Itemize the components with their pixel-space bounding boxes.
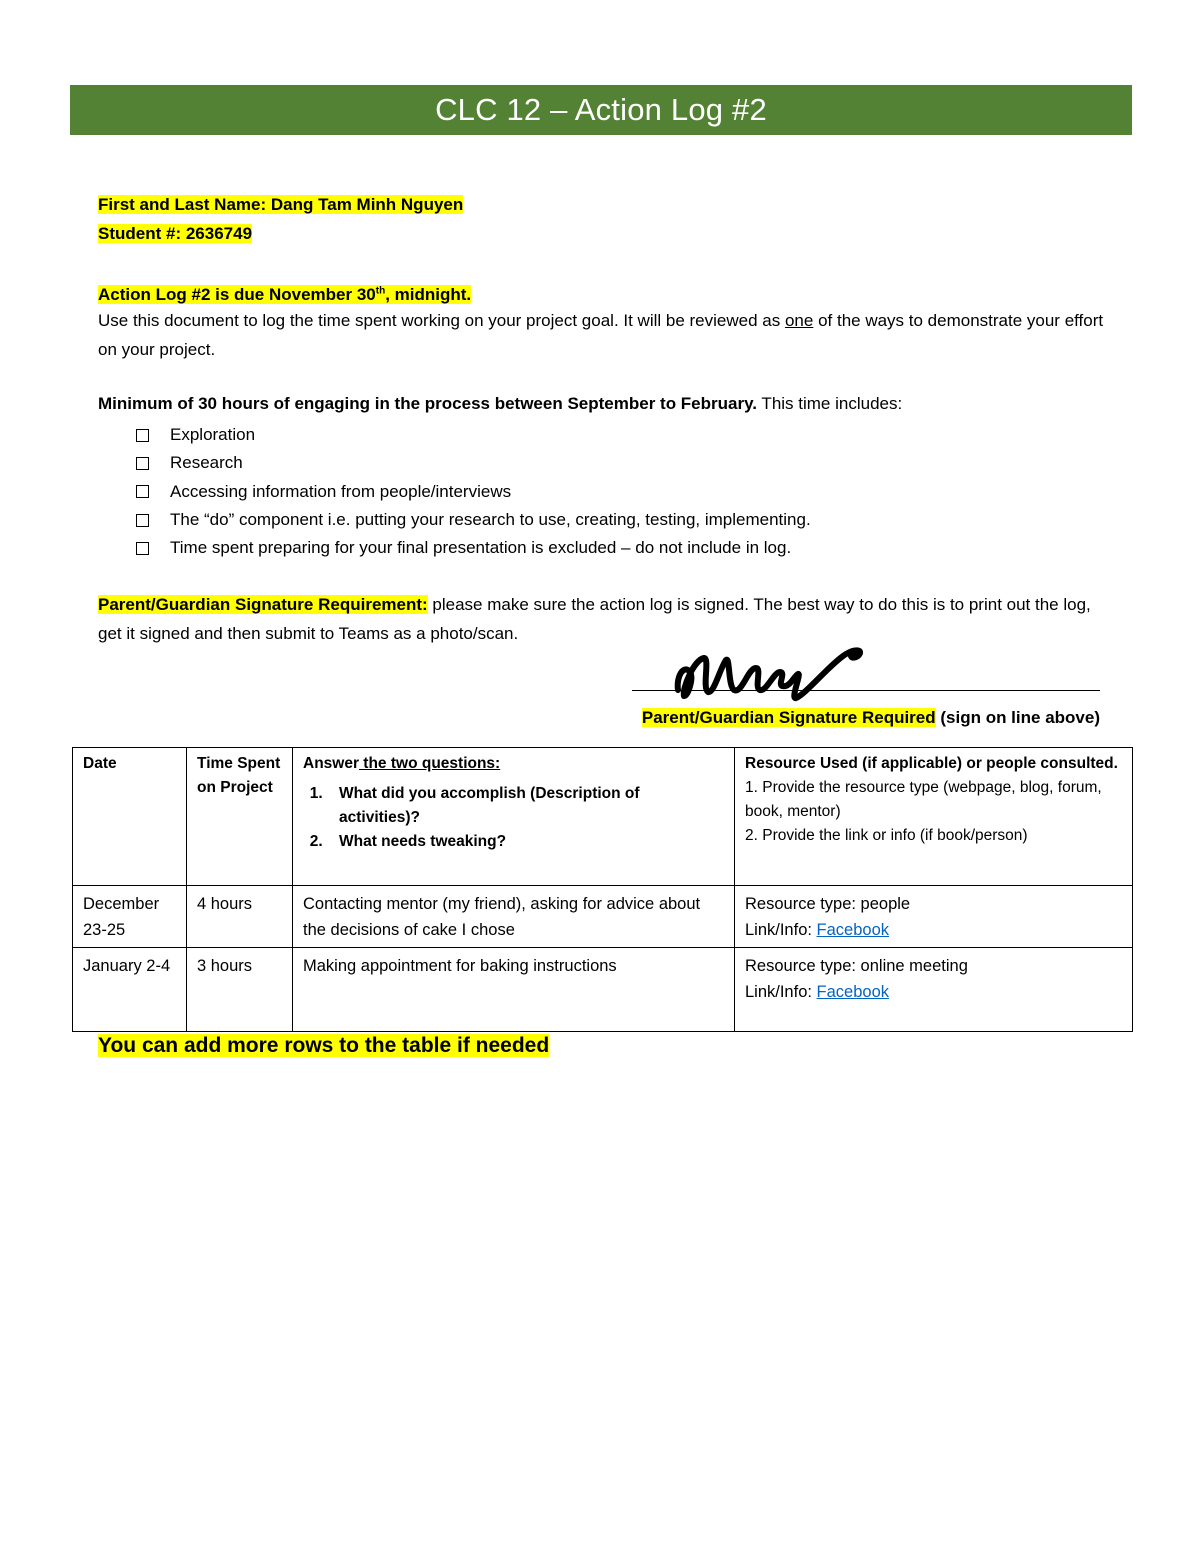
due-superscript: th bbox=[375, 285, 386, 296]
signature-requirement-paragraph bbox=[98, 590, 1108, 648]
signature-line[interactable] bbox=[632, 690, 1100, 691]
checkbox-icon[interactable] bbox=[136, 542, 149, 555]
action-log-table bbox=[72, 747, 1133, 1032]
checklist-item: Research bbox=[136, 449, 811, 477]
cell-activity: Making appointment for baking instructions bbox=[293, 948, 735, 1032]
header-resource: Resource Used (if applicable) or people consulted. 1. Provide the resource type (webpage, blog, forum, book, mentor) 2. Provide the link or info (if book/person) bbox=[735, 748, 1133, 886]
intro-text-1: Use this document to log the time spent working on your project goal. It will be reviewed as bbox=[98, 311, 785, 330]
name-label: First and Last Name: bbox=[98, 195, 267, 214]
handwritten-signature bbox=[670, 638, 870, 708]
signature-caption bbox=[642, 706, 1100, 730]
checklist-item: Exploration bbox=[136, 421, 811, 449]
table-header-row bbox=[73, 748, 1133, 886]
cell-activity: Contacting mentor (my friend), asking for advice about the decisions of cake I chose bbox=[293, 886, 735, 948]
header-time: Time Spent on Project bbox=[187, 748, 293, 886]
cell-time: 4 hours bbox=[187, 886, 293, 948]
header-answer: Answer the two questions: 1. What did you accomplish (Description of activities)? 2. What needs tweaking? bbox=[293, 748, 735, 886]
checklist-item: Time spent preparing for your final presentation is excluded – do not include in log. bbox=[136, 534, 811, 562]
facebook-link[interactable]: Facebook bbox=[816, 983, 890, 1001]
checklist-item: Accessing information from people/interviews bbox=[136, 478, 811, 506]
student-name-line bbox=[98, 194, 463, 216]
facebook-link[interactable]: Facebook bbox=[816, 921, 890, 939]
student-number-line bbox=[98, 223, 252, 245]
signature-caption-rest: (sign on line above) bbox=[935, 708, 1100, 727]
header-date: Date bbox=[73, 748, 187, 886]
checkbox-icon[interactable] bbox=[136, 485, 149, 498]
name-value: Dang Tam Minh Nguyen bbox=[270, 195, 464, 214]
cell-resource: Resource type: people Link/Info: Facebook bbox=[735, 886, 1133, 948]
page-title: CLC 12 – Action Log #2 bbox=[435, 92, 767, 127]
minimum-rest: This time includes: bbox=[757, 394, 903, 413]
activity-checklist bbox=[136, 421, 811, 562]
checklist-item: The “do” component i.e. putting your research to use, creating, testing, implementing. bbox=[136, 506, 811, 534]
requirement-text: please make sure the action log is signed. The best way to do this is to print out the log, get it signed and then submit to Teams as a photo/scan. bbox=[98, 595, 1091, 643]
title-banner bbox=[70, 85, 1132, 135]
checkbox-icon[interactable] bbox=[136, 457, 149, 470]
signature-caption-label: Parent/Guardian Signature Required bbox=[641, 708, 936, 727]
cell-date: December 23-25 bbox=[73, 886, 187, 948]
student-number-value: 2636749 bbox=[185, 224, 253, 243]
checkbox-icon[interactable] bbox=[136, 514, 149, 527]
question-list: 1. What did you accomplish (Description of activities)? 2. What needs tweaking? bbox=[303, 782, 724, 854]
student-number-label: Student #: bbox=[98, 224, 182, 243]
cell-date: January 2-4 bbox=[73, 948, 187, 1032]
add-rows-note: You can add more rows to the table if needed bbox=[98, 1034, 550, 1057]
minimum-hours-line bbox=[98, 393, 902, 415]
due-date-line bbox=[98, 280, 471, 306]
due-text-a: Action Log #2 is due November 30 bbox=[98, 284, 376, 304]
due-text-b: , midnight. bbox=[385, 284, 472, 304]
cell-resource: Resource type: online meeting Link/Info: Facebook bbox=[735, 948, 1133, 1032]
table-row bbox=[73, 948, 1133, 1032]
checkbox-icon[interactable] bbox=[136, 429, 149, 442]
intro-text-2: of the ways to demonstrate your effort on your project. bbox=[98, 311, 1104, 359]
cell-time: 3 hours bbox=[187, 948, 293, 1032]
intro-paragraph bbox=[98, 306, 1108, 364]
table-row bbox=[73, 886, 1133, 948]
intro-underlined: one bbox=[784, 311, 814, 330]
minimum-bold: Minimum of 30 hours of engaging in the process between September to February. bbox=[98, 394, 758, 413]
requirement-label: Parent/Guardian Signature Requirement: bbox=[98, 595, 428, 614]
